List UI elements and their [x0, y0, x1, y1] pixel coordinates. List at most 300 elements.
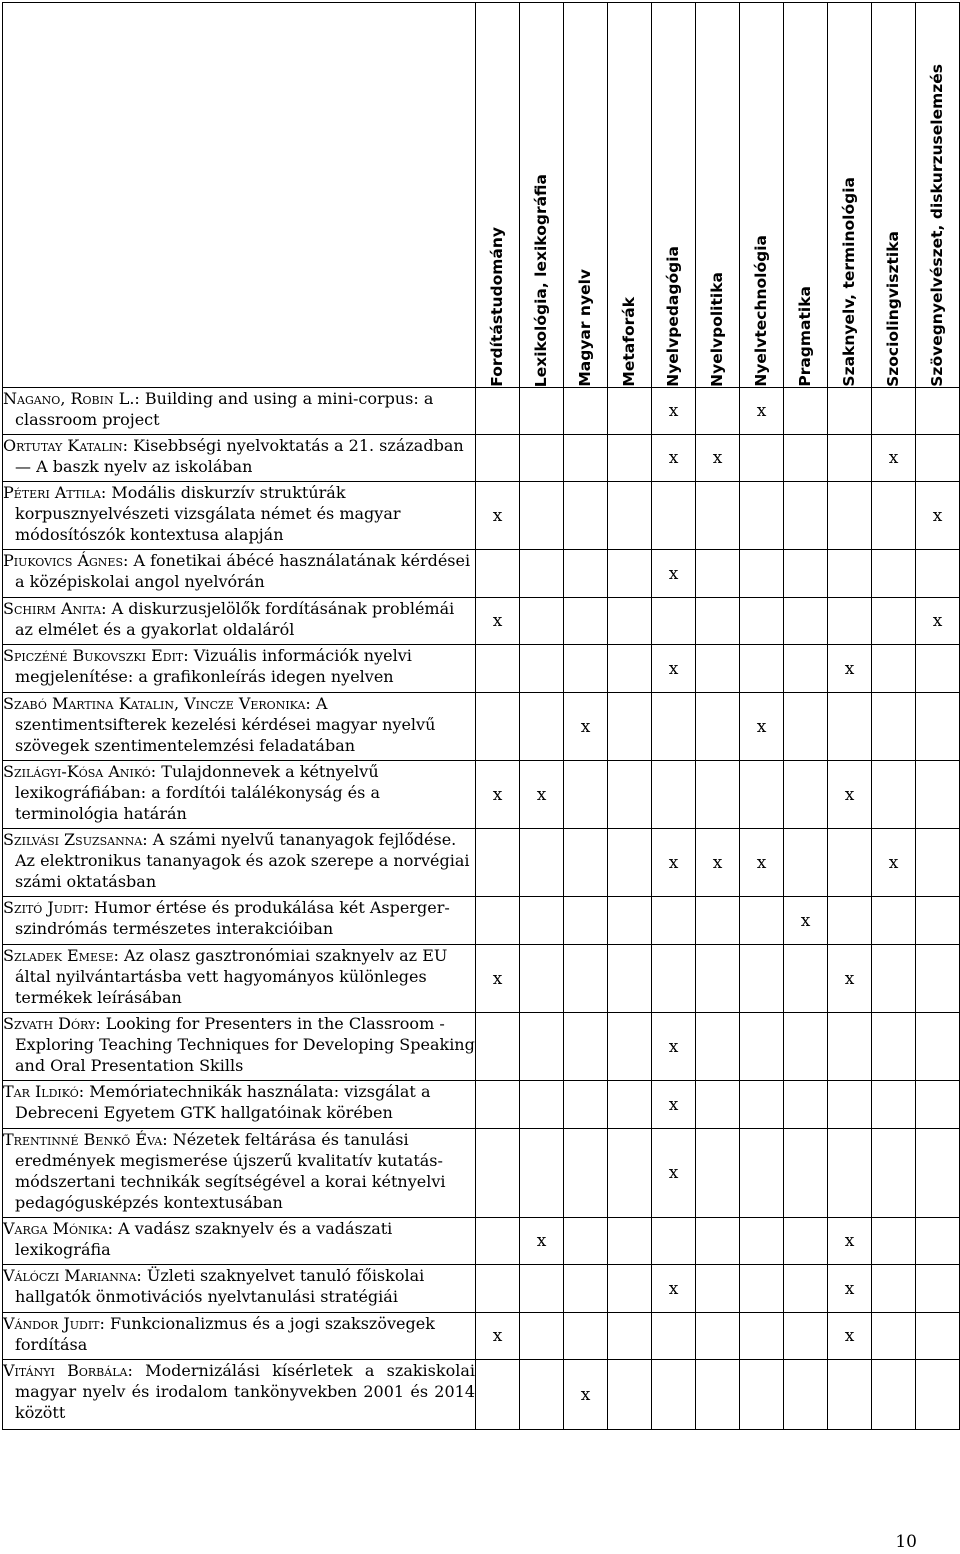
mark-cell — [784, 550, 828, 598]
mark-cell: x — [476, 1313, 520, 1360]
mark-cell: x — [652, 1265, 696, 1313]
mark-cell — [872, 388, 916, 435]
mark-cell — [520, 388, 564, 435]
mark-cell — [476, 1265, 520, 1313]
column-header-label: Nyelvpolitika — [708, 272, 726, 387]
mark-cell — [916, 761, 960, 829]
entry-author: Péteri Attila: — [3, 483, 107, 502]
mark-cell — [476, 388, 520, 435]
mark-cell — [916, 1129, 960, 1218]
mark-cell: x — [828, 1265, 872, 1313]
mark-cell — [608, 945, 652, 1013]
mark-cell: x — [564, 693, 608, 761]
entry-cell — [3, 1360, 476, 1430]
table-row — [3, 550, 960, 598]
mark-cell — [696, 693, 740, 761]
column-header-label: Szaknyelv, terminológia — [840, 177, 858, 387]
column-header — [916, 3, 960, 388]
mark-cell — [652, 761, 696, 829]
entry-author: Schirm Anita: — [3, 599, 107, 618]
entry-cell — [3, 1265, 476, 1313]
table-row — [3, 761, 960, 829]
mark-cell — [520, 550, 564, 598]
entry-cell — [3, 1081, 476, 1129]
mark-cell — [520, 645, 564, 693]
mark-cell — [740, 645, 784, 693]
entry-author: Nagano, Robin L.: — [3, 389, 140, 408]
entry-author: Szvath Dóry: — [3, 1014, 101, 1033]
table-row — [3, 482, 960, 550]
mark-cell — [828, 897, 872, 945]
mark-cell — [652, 897, 696, 945]
entry-author: Vándor Judit: — [3, 1314, 105, 1333]
mark-cell — [564, 1081, 608, 1129]
mark-cell — [784, 482, 828, 550]
mark-cell — [740, 945, 784, 1013]
mark-cell — [740, 761, 784, 829]
mark-cell — [520, 693, 564, 761]
page-number: 10 — [895, 1532, 917, 1552]
mark-cell — [696, 761, 740, 829]
entry-author: Szabó Martina Katalin, Vincze Veronika: — [3, 694, 311, 713]
mark-cell: x — [652, 550, 696, 598]
table-row — [3, 1313, 960, 1360]
mark-cell: x — [652, 1013, 696, 1081]
mark-cell — [608, 1129, 652, 1218]
mark-cell — [872, 1360, 916, 1430]
topic-matrix-table — [2, 2, 960, 1430]
mark-cell — [916, 1218, 960, 1265]
mark-cell — [784, 1265, 828, 1313]
table-row — [3, 388, 960, 435]
mark-cell — [520, 1360, 564, 1430]
entry-title: A szentimentsifterek kezelési kérdései magyar nyelvű szövegek szentimentelemzési feladatában — [15, 694, 436, 755]
entry-text — [3, 1129, 475, 1213]
mark-cell — [520, 897, 564, 945]
mark-cell — [696, 897, 740, 945]
mark-cell — [520, 829, 564, 897]
mark-cell — [608, 550, 652, 598]
entry-title: Building and using a mini-corpus: a classroom project — [15, 389, 434, 429]
entry-text — [3, 1360, 475, 1423]
mark-cell: x — [828, 945, 872, 1013]
entry-cell — [3, 1129, 476, 1218]
entry-title: Tulajdonnevek a kétnyelvű lexikográfiában: a fordítói találékonyság és a terminológia határán — [15, 762, 380, 823]
mark-cell: x — [828, 645, 872, 693]
entry-text — [3, 388, 475, 430]
mark-cell — [872, 761, 916, 829]
mark-cell — [872, 1218, 916, 1265]
mark-cell — [608, 829, 652, 897]
header-row — [3, 3, 960, 388]
mark-cell — [520, 1129, 564, 1218]
entry-title: A vadász szaknyelv és a vadászati lexikográfia — [15, 1219, 393, 1259]
table-row — [3, 829, 960, 897]
mark-cell — [564, 598, 608, 645]
entry-cell — [3, 829, 476, 897]
mark-cell — [476, 1129, 520, 1218]
mark-cell — [916, 693, 960, 761]
mark-cell — [872, 1313, 916, 1360]
mark-cell — [872, 482, 916, 550]
mark-cell — [784, 1081, 828, 1129]
mark-cell: x — [476, 945, 520, 1013]
mark-cell — [696, 482, 740, 550]
entry-cell — [3, 388, 476, 435]
mark-cell: x — [872, 829, 916, 897]
entry-text — [3, 598, 475, 640]
entry-cell — [3, 1218, 476, 1265]
mark-cell — [696, 1218, 740, 1265]
mark-cell — [608, 435, 652, 482]
mark-cell: x — [520, 1218, 564, 1265]
mark-cell — [696, 1013, 740, 1081]
mark-cell: x — [828, 1218, 872, 1265]
mark-cell — [784, 945, 828, 1013]
mark-cell — [652, 1360, 696, 1430]
mark-cell — [696, 1265, 740, 1313]
mark-cell — [828, 1081, 872, 1129]
mark-cell — [564, 1313, 608, 1360]
mark-cell — [828, 388, 872, 435]
mark-cell — [564, 482, 608, 550]
entry-text — [3, 435, 475, 477]
mark-cell — [608, 1265, 652, 1313]
table-row — [3, 1081, 960, 1129]
table-row — [3, 897, 960, 945]
entry-text — [3, 1313, 475, 1355]
mark-cell — [564, 1013, 608, 1081]
mark-cell — [872, 598, 916, 645]
mark-cell — [520, 435, 564, 482]
table-row — [3, 435, 960, 482]
mark-cell — [696, 1081, 740, 1129]
mark-cell — [828, 550, 872, 598]
mark-cell — [916, 645, 960, 693]
entry-title: Modernizálási kísérletek a szakiskolai magyar nyelv és irodalom tankönyvekben 2001 és 2014 között — [15, 1361, 475, 1422]
mark-cell: x — [652, 645, 696, 693]
mark-cell — [608, 897, 652, 945]
mark-cell — [564, 829, 608, 897]
mark-cell — [740, 435, 784, 482]
entry-cell — [3, 598, 476, 645]
header-corner — [3, 3, 476, 388]
mark-cell — [872, 1129, 916, 1218]
mark-cell — [784, 1313, 828, 1360]
entry-text — [3, 550, 475, 592]
mark-cell: x — [476, 761, 520, 829]
mark-cell — [740, 897, 784, 945]
entry-title: Vizuális információk nyelvi megjelenítése: a grafikonleírás idegen nyelven — [15, 646, 412, 686]
mark-cell — [784, 388, 828, 435]
mark-cell — [872, 897, 916, 945]
entry-title: Funkcionalizmus és a jogi szakszövegek fordítása — [15, 1314, 435, 1354]
mark-cell: x — [740, 388, 784, 435]
mark-cell — [564, 645, 608, 693]
column-header — [696, 3, 740, 388]
entry-author: Szilvási Zsuzsanna: — [3, 830, 148, 849]
mark-cell — [476, 1013, 520, 1081]
entry-text — [3, 645, 475, 687]
mark-cell — [740, 1081, 784, 1129]
column-header — [872, 3, 916, 388]
entry-author: Ortutay Katalin: — [3, 436, 129, 455]
column-header-label: Fordítástudomány — [488, 227, 506, 387]
entry-author: Szilágyi-Kósa Anikó: — [3, 762, 157, 781]
mark-cell — [828, 435, 872, 482]
mark-cell: x — [740, 829, 784, 897]
mark-cell: x — [564, 1360, 608, 1430]
mark-cell: x — [784, 897, 828, 945]
table-row — [3, 1129, 960, 1218]
entry-text — [3, 1081, 475, 1123]
column-header-label: Szövegnyelvészet, diskurzuselemzés — [928, 64, 946, 387]
table-body — [3, 388, 960, 1430]
mark-cell: x — [696, 435, 740, 482]
mark-cell — [608, 482, 652, 550]
mark-cell — [740, 482, 784, 550]
column-header — [828, 3, 872, 388]
entry-title: A számi nyelvű tananyagok fejlődése. Az elektronikus tananyagok és azok szerepe a norvégiai számi oktatásban — [15, 830, 470, 891]
mark-cell — [740, 1013, 784, 1081]
mark-cell: x — [476, 598, 520, 645]
column-header — [740, 3, 784, 388]
mark-cell — [916, 1265, 960, 1313]
mark-cell — [652, 1313, 696, 1360]
mark-cell — [784, 1360, 828, 1430]
mark-cell — [740, 1313, 784, 1360]
mark-cell — [828, 1129, 872, 1218]
mark-cell — [916, 550, 960, 598]
mark-cell — [652, 1218, 696, 1265]
mark-cell: x — [828, 1313, 872, 1360]
mark-cell — [916, 945, 960, 1013]
mark-cell — [608, 1218, 652, 1265]
entry-cell — [3, 693, 476, 761]
mark-cell: x — [652, 388, 696, 435]
entry-cell — [3, 761, 476, 829]
entry-author: Tar Ildikó: — [3, 1082, 85, 1101]
mark-cell — [696, 598, 740, 645]
mark-cell — [476, 829, 520, 897]
mark-cell — [696, 1360, 740, 1430]
mark-cell — [564, 1218, 608, 1265]
mark-cell: x — [652, 1129, 696, 1218]
mark-cell — [608, 645, 652, 693]
table-row — [3, 598, 960, 645]
entry-cell — [3, 945, 476, 1013]
mark-cell — [564, 761, 608, 829]
column-header-label: Szociolingvisztika — [884, 231, 902, 387]
mark-cell — [476, 1081, 520, 1129]
entry-cell — [3, 1313, 476, 1360]
column-header-label: Metaforák — [620, 297, 638, 387]
mark-cell — [784, 645, 828, 693]
entry-author: Szitó Judit: — [3, 898, 89, 917]
entry-title: A diskurzusjelölők fordításának problémái az elmélet és a gyakorlat oldaláról — [15, 599, 455, 639]
mark-cell — [916, 897, 960, 945]
mark-cell — [520, 482, 564, 550]
mark-cell — [740, 1218, 784, 1265]
mark-cell — [784, 829, 828, 897]
mark-cell — [872, 1081, 916, 1129]
mark-cell — [872, 1013, 916, 1081]
mark-cell: x — [652, 435, 696, 482]
mark-cell — [784, 761, 828, 829]
mark-cell — [784, 693, 828, 761]
mark-cell — [784, 1013, 828, 1081]
mark-cell — [872, 693, 916, 761]
column-header-label: Nyelvpedagógia — [664, 246, 682, 387]
entry-text — [3, 829, 475, 892]
mark-cell — [740, 598, 784, 645]
entry-cell — [3, 435, 476, 482]
mark-cell — [916, 1313, 960, 1360]
mark-cell — [784, 598, 828, 645]
entry-cell — [3, 482, 476, 550]
entry-title: Looking for Presenters in the Classroom - Exploring Teaching Techniques for Developing Speaking and Oral Presentation Skills — [15, 1014, 475, 1075]
mark-cell — [520, 598, 564, 645]
entry-text — [3, 761, 475, 824]
mark-cell — [872, 1265, 916, 1313]
entry-author: Válóczi Marianna: — [3, 1266, 142, 1285]
mark-cell — [564, 1129, 608, 1218]
mark-cell — [872, 945, 916, 1013]
table-row — [3, 1013, 960, 1081]
mark-cell — [564, 388, 608, 435]
mark-cell — [564, 945, 608, 1013]
table-row — [3, 645, 960, 693]
mark-cell — [652, 693, 696, 761]
entry-title: Memóriatechnikák használata: vizsgálat a Debreceni Egyetem GTK hallgatóinak körében — [15, 1082, 431, 1122]
entry-title: Nézetek feltárása és tanulási eredmények megismerése újszerű kvalitatív kutatás-módszertani technikák segítségével a korai kétnyelvi pedagógusképzés kontextusában — [15, 1130, 446, 1212]
column-header-label: Pragmatika — [796, 286, 814, 387]
mark-cell: x — [652, 1081, 696, 1129]
mark-cell — [696, 550, 740, 598]
mark-cell — [828, 1013, 872, 1081]
mark-cell — [476, 435, 520, 482]
mark-cell — [564, 897, 608, 945]
mark-cell — [608, 761, 652, 829]
mark-cell: x — [828, 761, 872, 829]
table-row — [3, 945, 960, 1013]
mark-cell — [784, 1129, 828, 1218]
entry-text — [3, 693, 475, 756]
mark-cell — [520, 1081, 564, 1129]
mark-cell: x — [476, 482, 520, 550]
mark-cell — [608, 388, 652, 435]
entry-title: Kisebbségi nyelvoktatás a 21. században — A baszk nyelv az iskolában — [15, 436, 464, 476]
mark-cell — [652, 598, 696, 645]
entry-author: Szladek Emese: — [3, 946, 119, 965]
mark-cell — [696, 945, 740, 1013]
mark-cell — [608, 693, 652, 761]
mark-cell — [608, 1360, 652, 1430]
column-header — [652, 3, 696, 388]
column-header-label: Nyelvtechnológia — [752, 235, 770, 387]
entry-text — [3, 897, 475, 939]
entry-text — [3, 945, 475, 1008]
mark-cell: x — [916, 598, 960, 645]
mark-cell — [828, 598, 872, 645]
mark-cell — [652, 482, 696, 550]
entry-text — [3, 1218, 475, 1260]
entry-title: A fonetikai ábécé használatának kérdései a középiskolai angol nyelvórán — [15, 551, 471, 591]
mark-cell: x — [652, 829, 696, 897]
column-header-label: Magyar nyelv — [576, 269, 594, 387]
mark-cell — [476, 1360, 520, 1430]
entry-title: Az olasz gasztronómiai szaknyelv az EU által nyilvántartásba vett hagyományos különleges termékek leírásában — [15, 946, 448, 1007]
table-row — [3, 1265, 960, 1313]
mark-cell — [740, 1265, 784, 1313]
mark-cell — [608, 598, 652, 645]
entry-cell — [3, 897, 476, 945]
mark-cell — [916, 1081, 960, 1129]
mark-cell: x — [696, 829, 740, 897]
entry-title: Modális diskurzív struktúrák korpusznyelvészeti vizsgálata német és magyar módosítószók kontextusa alapján — [15, 483, 401, 544]
mark-cell — [828, 1360, 872, 1430]
mark-cell — [872, 550, 916, 598]
mark-cell — [476, 645, 520, 693]
table-row — [3, 1218, 960, 1265]
entry-text — [3, 1013, 475, 1076]
mark-cell — [476, 897, 520, 945]
entry-author: Varga Mónika: — [3, 1219, 114, 1238]
mark-cell — [520, 1013, 564, 1081]
mark-cell — [520, 1313, 564, 1360]
entry-title: Humor értése és produkálása két Asperger-szindrómás természetes interakcióiban — [15, 898, 450, 938]
mark-cell — [916, 435, 960, 482]
mark-cell — [828, 693, 872, 761]
mark-cell — [520, 945, 564, 1013]
column-header — [564, 3, 608, 388]
mark-cell — [828, 482, 872, 550]
entry-author: Vitányi Borbála: — [3, 1361, 133, 1380]
entry-cell — [3, 645, 476, 693]
entry-cell — [3, 550, 476, 598]
mark-cell: x — [520, 761, 564, 829]
mark-cell: x — [872, 435, 916, 482]
column-header — [476, 3, 520, 388]
column-header-label: Lexikológia, lexikográfia — [532, 173, 550, 387]
mark-cell — [608, 1081, 652, 1129]
mark-cell — [696, 645, 740, 693]
mark-cell — [916, 1013, 960, 1081]
mark-cell — [828, 829, 872, 897]
mark-cell — [520, 1265, 564, 1313]
mark-cell — [740, 550, 784, 598]
entry-text — [3, 1265, 475, 1307]
mark-cell — [740, 1360, 784, 1430]
entry-title: Üzleti szaknyelvet tanuló főiskolai hallgatók önmotivációs nyelvtanulási stratégiái — [15, 1266, 425, 1306]
entry-cell — [3, 1013, 476, 1081]
mark-cell — [784, 1218, 828, 1265]
table-row — [3, 1360, 960, 1430]
mark-cell — [476, 550, 520, 598]
mark-cell — [696, 1313, 740, 1360]
mark-cell: x — [740, 693, 784, 761]
table-row — [3, 693, 960, 761]
mark-cell — [784, 435, 828, 482]
entry-author: Trentinné Benkő Éva: — [3, 1130, 168, 1149]
column-header — [520, 3, 564, 388]
mark-cell: x — [916, 482, 960, 550]
column-header — [608, 3, 652, 388]
mark-cell — [608, 1013, 652, 1081]
entry-author: Spiczéné Bukovszki Edit: — [3, 646, 189, 665]
column-header — [784, 3, 828, 388]
mark-cell — [564, 435, 608, 482]
